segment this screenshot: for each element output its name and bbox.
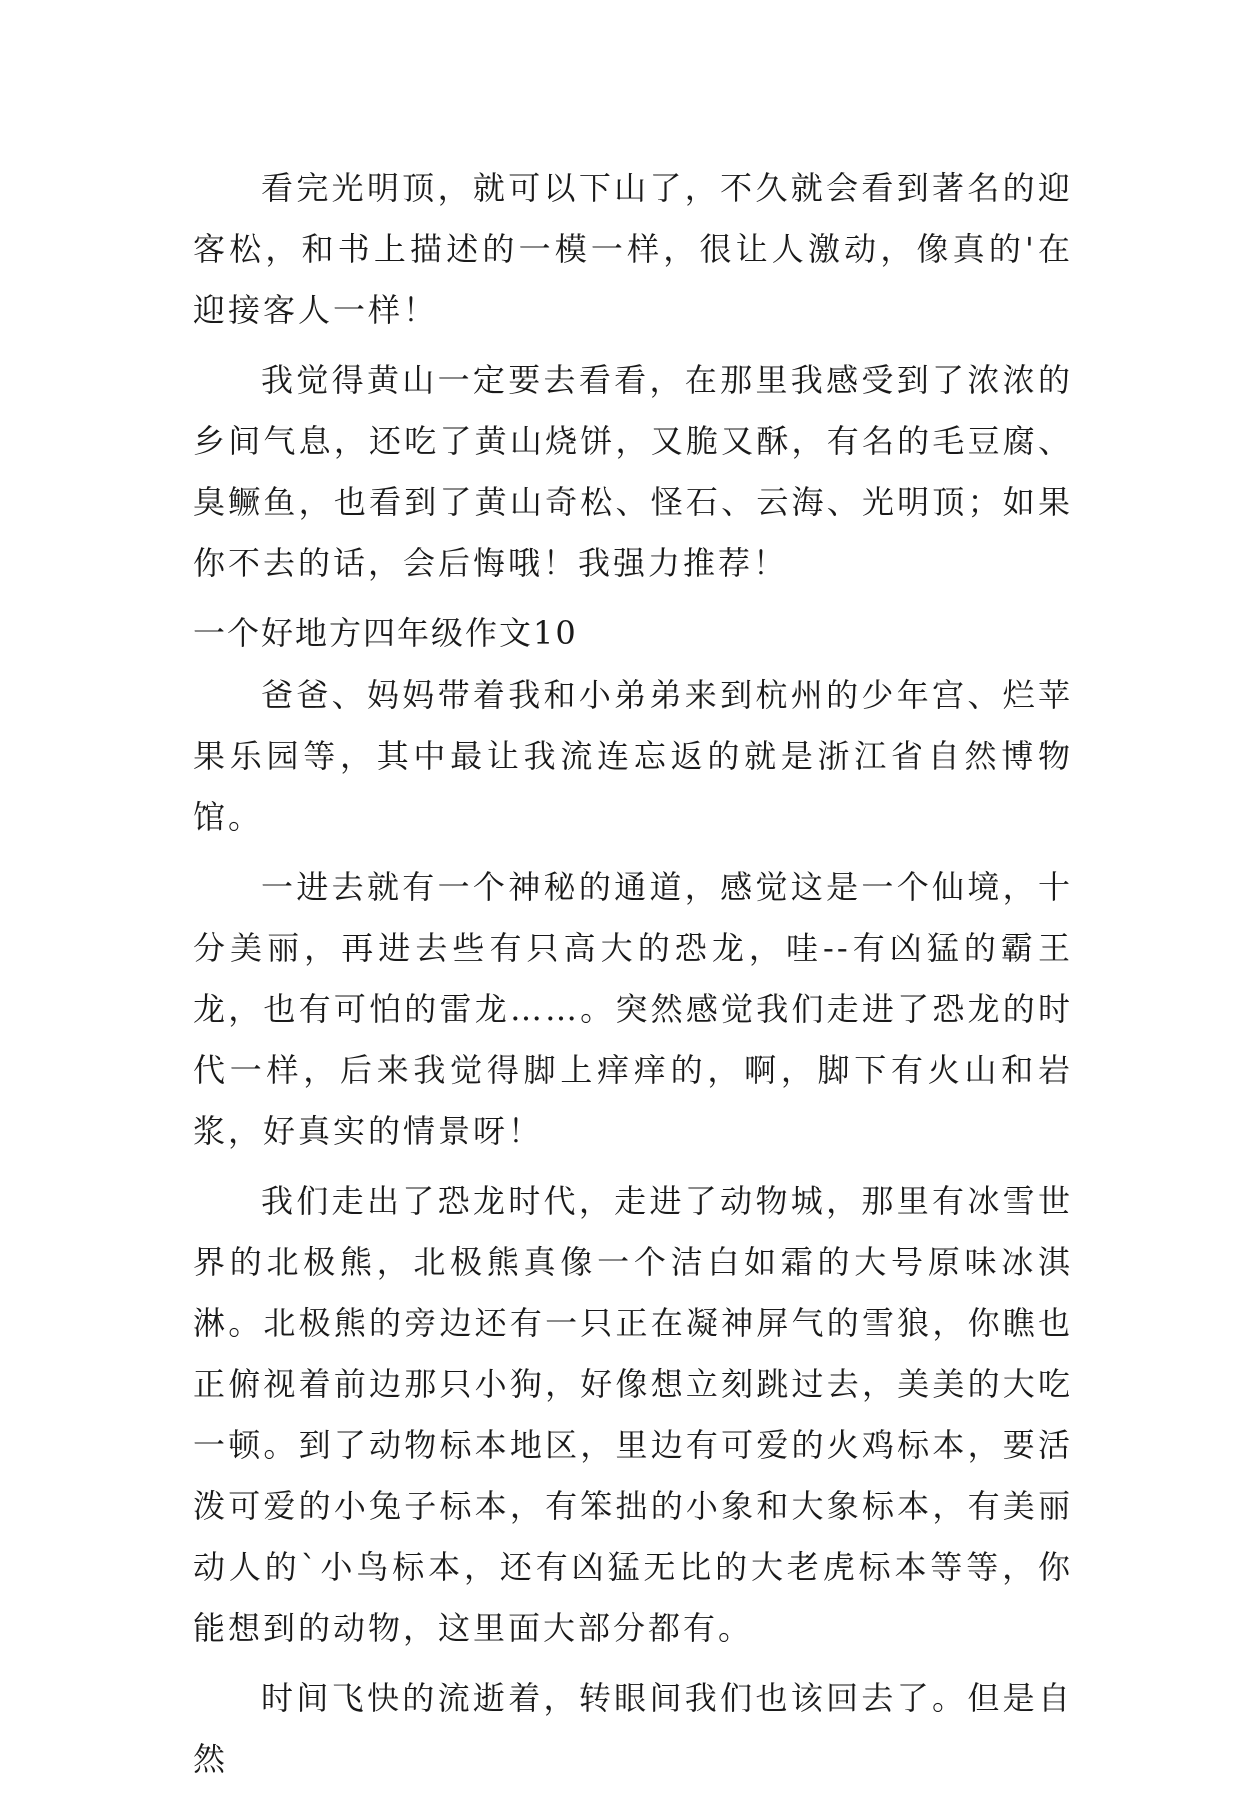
document-body bbox=[193, 158, 1073, 1799]
essay-heading: 一个好地方四年级作文10 bbox=[193, 614, 578, 652]
paragraph-animal-city: 我们走出了恐龙时代，走进了动物城，那里有冰雪世界的北极熊，北极熊真像一个洁白如霜的大号原味冰淇淋。北极熊的旁边还有一只正在凝神屏气的雪狼，你瞧也正俯视着前边那只小狗，好像想立刻跳过去，美美的大吃一顿。到了动物标本地区，里边有可爱的火鸡标本，要活泼可爱的小兔子标本，有笨拙的小象和大象标本，有美丽动人的`小鸟标本，还有凶猛无比的大老虎标本等等，你能想到的动物，这里面大部分都有。 bbox=[193, 1182, 1073, 1647]
paragraph-welcoming-pine: 看完光明顶，就可以下山了，不久就会看到著名的迎客松，和书上描述的一模一样，很让人激动，像真的'在迎接客人一样！ bbox=[193, 169, 1073, 329]
paragraph-huangshan-recommend: 我觉得黄山一定要去看看，在那里我感受到了浓浓的乡间气息，还吃了黄山烧饼，又脆又酥，有名的毛豆腐、臭鳜鱼，也看到了黄山奇松、怪石、云海、光明顶；如果你不去的话，会后悔哦！我强力推荐！ bbox=[193, 361, 1073, 582]
paragraph-hangzhou-museum: 爸爸、妈妈带着我和小弟弟来到杭州的少年宫、烂苹果乐园等，其中最让我流连忘返的就是浙江省自然博物馆。 bbox=[193, 676, 1073, 836]
paragraph-dinosaur-tunnel: 一进去就有一个神秘的通道，感觉这是一个仙境，十分美丽，再进去些有只高大的恐龙，哇--有凶猛的霸王龙，也有可怕的雷龙……。突然感觉我们走进了恐龙的时代一样，后来我觉得脚上痒痒的，啊，脚下有火山和岩浆，好真实的情景呀！ bbox=[193, 868, 1073, 1150]
paragraph-time-passing: 时间飞快的流逝着，转眼间我们也该回去了。但是自然 bbox=[193, 1679, 1073, 1778]
